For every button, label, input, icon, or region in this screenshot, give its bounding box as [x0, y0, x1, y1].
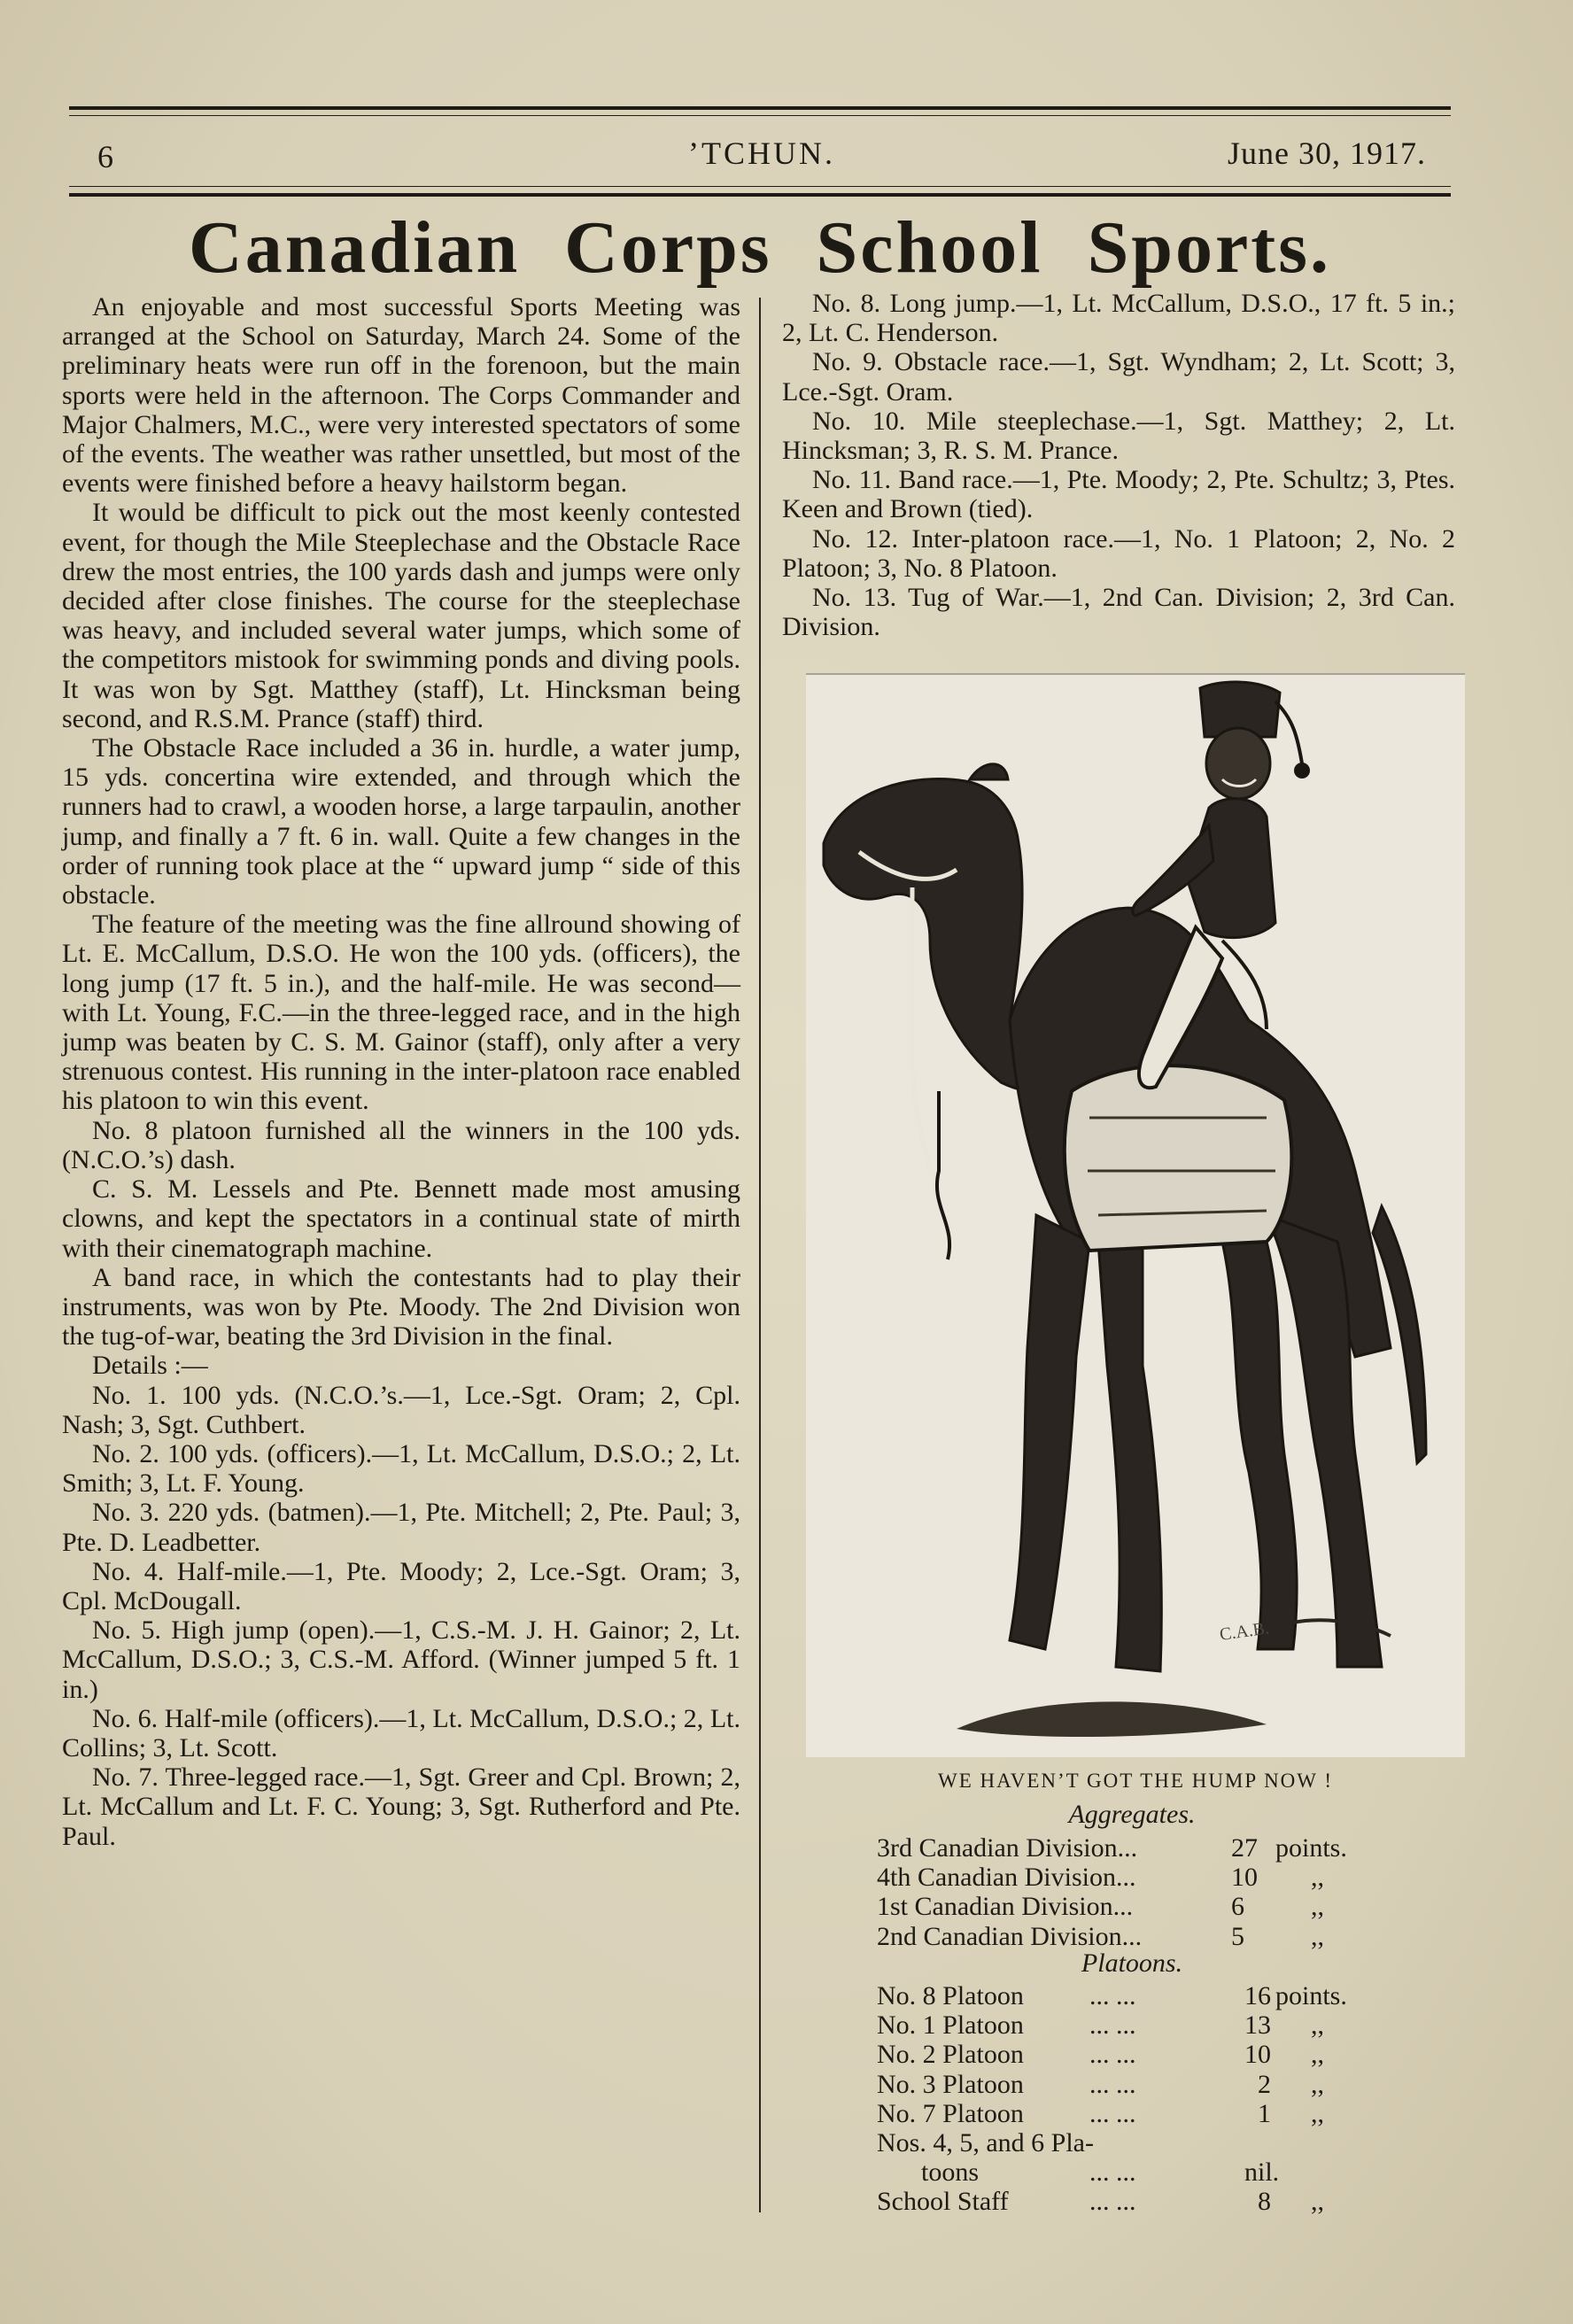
table-row	[877, 2187, 1408, 2216]
result-entry: No. 6. Half-mile (officers).—1, Lt. McCallum, D.S.O.; 2, Lt. Collins; 3, Lt. Scott.	[62, 1703, 740, 1762]
result-entry: No. 3. 220 yds. (batmen).—1, Pte. Mitchell; 2, Pte. Paul; 3, Pte. D. Leadbetter.	[62, 1498, 740, 1557]
leader-dots: ... ...	[1089, 1981, 1136, 2010]
result-entry: No. 2. 100 yds. (officers).—1, Lt. McCallum, D.S.O.; 2, Lt. Smith; 3, Lt. F. Young.	[62, 1438, 740, 1499]
platoons-heading: Platoons.	[1081, 1948, 1183, 1978]
leader-dots: ... ...	[1089, 2010, 1136, 2041]
row-label: No. 7 Platoon	[877, 2098, 1024, 2128]
row-label: Nos. 4, 5, and 6 Pla-	[877, 2127, 1094, 2157]
page-number: 6	[97, 139, 114, 174]
issue-date: June 30, 1917.	[1228, 136, 1426, 171]
paragraph: The feature of the meeting was the fine allround showing of Lt. E. McCallum, D.S.O. He won the 100 yds. (officers), the long jump (17 ft. 5 in.), and the half-mile. He was second—with Lt. Young, F.C.—in the three-legged race, and in the high jump was beaten by C. S. M. Gainor (staff), only after a very strenuous contest. His running in the inter-platoon race enabled his platoon to win this event.	[62, 910, 740, 1116]
row-value: 13	[1244, 2010, 1271, 2041]
result-entry: No. 4. Half-mile.—1, Pte. Moody; 2, Lce.-Sgt. Oram; 3, Cpl. McDougall.	[62, 1556, 740, 1615]
column-divider	[759, 298, 761, 2212]
table-row	[877, 1981, 1408, 2010]
row-value: 6	[1231, 1892, 1244, 1922]
row-label: School Staff	[877, 2187, 1009, 2217]
row-unit: ,,	[1311, 2010, 1324, 2041]
header-rule-top	[69, 106, 1451, 110]
result-entry: No. 12. Inter-platoon race.—1, No. 1 Platoon; 2, No. 2 Platoon; 3, No. 8 Platoon.	[782, 523, 1455, 583]
artist-signature: C.A.B.	[1218, 1618, 1271, 1645]
row-label: 3rd Canadian Division...	[877, 1833, 1138, 1863]
article-headline: Canadian Corps School Sports.	[189, 206, 1331, 289]
paragraph: C. S. M. Lessels and Pte. Bennett made most amusing clowns, and kept the spectators in a continual state of mirth with their cinematograph machine.	[62, 1174, 740, 1263]
result-entry: No. 13. Tug of War.—1, 2nd Can. Division; 2, 3rd Can. Division.	[782, 583, 1455, 642]
row-value: 10	[1244, 2040, 1271, 2070]
result-entry: No. 7. Three-legged race.—1, Sgt. Greer and Cpl. Brown; 2, Lt. McCallum and Lt. F. C. Young; 3, Sgt. Rutherford and Pte. Paul.	[62, 1762, 740, 1851]
row-value: 2	[1258, 2069, 1271, 2099]
row-label: toons	[921, 2157, 980, 2188]
row-unit: points.	[1275, 1833, 1347, 1863]
table-row	[877, 2040, 1408, 2069]
leader-dots: ... ...	[1089, 2040, 1136, 2070]
header-rule-bottom-thin	[69, 186, 1451, 187]
aggregates-table	[877, 1833, 1408, 1951]
table-row	[877, 1922, 1408, 1951]
table-row	[877, 2070, 1408, 2099]
left-column	[62, 292, 740, 1851]
leader-dots: ... ...	[1089, 2157, 1136, 2188]
row-value: 10	[1231, 1863, 1258, 1893]
paragraph: The Obstacle Race included a 36 in. hurdle, a water jump, 15 yds. concertina wire extended, and through which the runners had to crawl, a wooden horse, a large tarpaulin, another jump, and finally a 7 ft. 6 in. wall. Quite a few changes in the order of running took place at the “ upward jump “ side of this obstacle.	[62, 733, 740, 910]
table-row	[877, 1892, 1408, 1921]
row-label: No. 2 Platoon	[877, 2040, 1024, 2070]
result-entry: No. 11. Band race.—1, Pte. Moody; 2, Pte. Schultz; 3, Ptes. Keen and Brown (tied).	[782, 465, 1455, 524]
table-row	[877, 2128, 1408, 2157]
row-value: nil.	[1244, 2157, 1280, 2188]
table-row	[877, 1863, 1408, 1892]
row-unit: ,,	[1311, 2187, 1324, 2217]
leader-dots: ... ...	[1089, 2098, 1136, 2128]
camel-cartoon-illustration	[806, 673, 1465, 1757]
aggregates-heading: Aggregates.	[1068, 1800, 1196, 1829]
publication-title: ’TCHUN.	[688, 136, 835, 171]
right-column	[782, 289, 1455, 641]
table-row	[877, 1833, 1408, 1863]
result-entry: No. 10. Mile steeplechase.—1, Sgt. Matthey; 2, Lt. Hincksman; 3, R. S. M. Prance.	[782, 406, 1455, 466]
row-label: 1st Canadian Division...	[877, 1892, 1134, 1922]
row-unit: points.	[1275, 1981, 1347, 2010]
row-unit: ,,	[1311, 2069, 1324, 2099]
table-row	[877, 2157, 1408, 2187]
table-row	[877, 2010, 1408, 2040]
row-value: 16	[1244, 1981, 1271, 2010]
illustration-caption: WE HAVEN’T GOT THE HUMP NOW !	[937, 1770, 1333, 1792]
running-head	[97, 131, 1426, 181]
paragraph: It would be difficult to pick out the most keenly contested event, for though the Mile Steeplechase and the Obstacle Race drew the most entries, the 100 yards dash and jumps were only decided after close finishes. The course for the steeplechase was heavy, and included several water jumps, which some of the competitors mistook for swimming ponds and diving pools. It was won by Sgt. Matthey (staff), Lt. Hincksman being second, and R.S.M. Prance (staff) third.	[62, 498, 740, 733]
paragraph: An enjoyable and most successful Sports Meeting was arranged at the School on Saturday, March 24. Some of the preliminary heats were run off in the forenoon, but the main sports were held in the afternoon. The Corps Commander and Major Chalmers, M.C., were very interested spectators of some of the events. The weather was rather unsettled, but most of the events were finished before a heavy hailstorm began.	[62, 292, 740, 499]
result-entry: No. 8. Long jump.—1, Lt. McCallum, D.S.O., 17 ft. 5 in.; 2, Lt. C. Henderson.	[782, 289, 1455, 348]
header-rule-top-thin	[69, 115, 1451, 116]
camel-rider-drawing	[806, 675, 1465, 1757]
result-entry: No. 9. Obstacle race.—1, Sgt. Wyndham; 2, Lt. Scott; 3, Lce.-Sgt. Oram.	[782, 347, 1455, 407]
row-unit: ,,	[1311, 2098, 1324, 2128]
platoons-table	[877, 1981, 1408, 2217]
paragraph: A band race, in which the contestants had to play their instruments, was won by Pte. Moody. The 2nd Division won the tug-of-war, beating the 3rd Division in the final.	[62, 1262, 740, 1352]
row-unit: ,,	[1311, 1921, 1324, 1951]
row-label: No. 3 Platoon	[877, 2069, 1024, 2099]
leader-dots: ... ...	[1089, 2187, 1136, 2217]
paragraph: No. 8 platoon furnished all the winners in the 100 yds. (N.C.O.’s) dash.	[62, 1115, 740, 1174]
row-value: 1	[1258, 2098, 1271, 2128]
row-unit: ,,	[1311, 1863, 1324, 1893]
leader-dots: ... ...	[1089, 2069, 1136, 2099]
row-value: 8	[1258, 2187, 1271, 2217]
details-heading: Details :—	[92, 1351, 208, 1381]
row-value: 27	[1231, 1833, 1258, 1863]
row-value: 5	[1231, 1921, 1244, 1951]
row-unit: ,,	[1311, 2040, 1324, 2070]
row-label: 4th Canadian Division...	[877, 1863, 1136, 1893]
row-label: No. 8 Platoon	[877, 1981, 1024, 2010]
row-label: No. 1 Platoon	[877, 2010, 1024, 2041]
row-label: 2nd Canadian Division...	[877, 1921, 1143, 1951]
row-unit: ,,	[1311, 1892, 1324, 1922]
result-entry: No. 5. High jump (open).—1, C.S.-M. J. H. Gainor; 2, Lt. McCallum, D.S.O.; 3, C.S.-M. Afford. (Winner jumped 5 ft. 1 in.)	[62, 1615, 740, 1704]
table-row	[877, 2099, 1408, 2128]
header-rule-bottom	[69, 193, 1451, 197]
result-entry: No. 1. 100 yds. (N.C.O.’s.—1, Lce.-Sgt. Oram; 2, Cpl. Nash; 3, Sgt. Cuthbert.	[62, 1380, 740, 1439]
